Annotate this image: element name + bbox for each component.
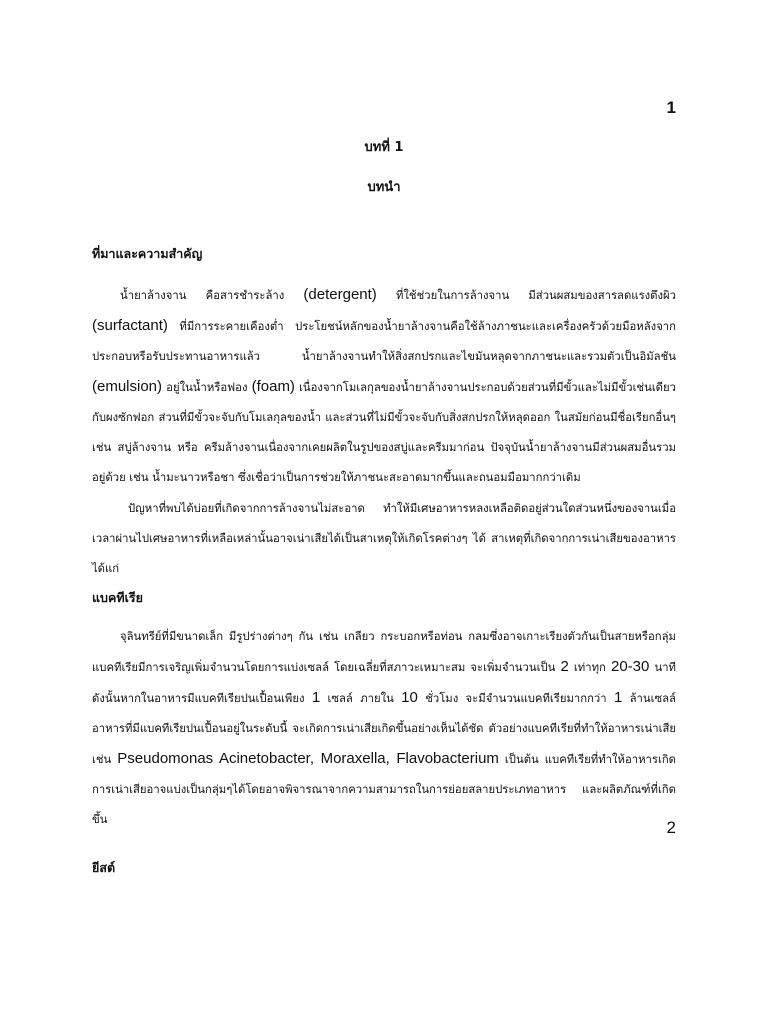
page-number: 2 — [666, 818, 676, 837]
text-run: น้ำยาล้างจาน คือสารชำระล้าง — [120, 289, 304, 302]
section-heading-yeast: ยีสต์ — [92, 860, 116, 875]
text-run: ที่มีการระคายเคืองต่ำ ประโยชน์หลักของน้ำยาล้างจานคือใช้ล้างภาชนะและเครื่องครัวด้วยมือหลังจากประกอบหรือรับประทานอาหารแล้ว น้ำยาล้างจานทำให้สิ่งสกปรกและไขมันหลุดจากภาชนะและรวมตัวเป็นอิมัลชัน — [92, 320, 676, 363]
chapter-title: บทนำ — [367, 180, 401, 195]
number-10: 10 — [401, 689, 418, 706]
text-run: เนื่องจากโมเลกุลของน้ำยาล้างจานประกอบด้วยส่วนที่มีขั้วและไม่มีขั้วเช่นเดียวกับผงซักฟอก ส่วนที่มีขั้วจะจับกับโมเลกุลของน้ำ และส่วนที่ไม่มีขั้วจะจับกับสิ่งสกปรกให้หลุดออก ในสมัยก่อนมีชื่อเรียกอื่นๆ เช่น สบู่ล้างจาน หรือ ครีมล้างจานเนื่องจากเคยผลิตในรูปของสบู่และครีมมาก่อน ปัจจุบันน้ำยาล้างจานมีส่วนผสมอื่นรวมอยู่ด้วย เช่น น้ำมะนาวหรือชา ซึ่งเชื่อว่าเป็นการช่วยให้ภาชนะสะอาดมากขึ้นและถนอมมือมากกว่าเดิม — [92, 381, 676, 484]
text-run: ล้านเซลล์ อาหารที่มีแบคทีเรียปนเปื้อนอยู่ในระดับนี้ จะเกิดการเน่าเสียเกิดขึ้นอย่างเห็นได้ชัด ตัวอย่างแบคทีเรียที่ทำให้อาหารเน่าเสีย เช่น — [92, 692, 676, 766]
text-run: อยู่ในน้ำหรือฟอง — [162, 381, 252, 394]
text-run: เป็นต้น แบคทีเรียที่ทำให้อาหารเกิดการเน่าเสียอาจแบ่งเป็นกลุ่มๆได้โดยอาจพิจารณาจากความสามารถในการย่อยสลายประเภทอาหาร และผลิตภัณฑ์ที่เกิดขึ้น — [92, 753, 676, 826]
term-surfactant: (surfactant) — [92, 317, 168, 334]
chapter-number: บทที่ 1 — [364, 140, 404, 155]
text-run: เท่าทุก — [568, 661, 611, 674]
number-2: 2 — [560, 658, 569, 675]
paragraph-detergent — [92, 280, 676, 493]
section-heading-bacteria: แบคทีเรีย — [92, 590, 143, 605]
text-run: ปัญหาที่พบได้บ่อยที่เกิดจากการล้างจานไม่สะอาด ทำให้มีเศษอาหารหลงเหลือติดอยู่ส่วนใดส่วนหนึ่งของจานเมื่อเวลาผ่านไปเศษอาหารที่เหลือเหล่านั้นอาจเน่าเสียได้เป็นสาเหตุให้เกิดโรคต่างๆ ได้ สาเหตุที่เกิดจากการเน่าเสียของอาหารได้แก่ — [92, 502, 676, 575]
term-detergent: (detergent) — [303, 286, 377, 303]
paragraph-bacteria — [92, 622, 676, 835]
number-1-million: 1 — [613, 689, 623, 706]
term-emulsion: (emulsion) — [92, 378, 163, 395]
text-run: ชั่วโมง จะมีจำนวนแบคทีเรียมากกว่า — [417, 692, 614, 705]
page-number: 1 — [666, 98, 676, 117]
text-run: ที่ใช้ช่วยในการล้างจาน มีส่วนผสมของสารลดแรงตึงผิว — [376, 289, 676, 302]
text-run: เซลล์ ภายใน — [320, 692, 402, 705]
text-run: จุลินทรีย์ที่มีขนาดเล็ก มีรูปร่างต่างๆ กัน เช่น เกลียว กระบอกหรือท่อน กลมซึ่งอาจเกาะเรียงตัวกันเป็นสายหรือกลุ่ม แบคทีเรียมีการเจริญเพิ่มจำนวนโดยการแบ่งเซลล์ โดยเฉลี่ยที่สภาวะเหมาะสม จะเพิ่มจำนวนเป็น — [92, 630, 676, 674]
term-foam: (foam) — [251, 378, 295, 395]
paragraph-problem — [92, 494, 676, 584]
number-20-30: 20-30 — [611, 658, 650, 675]
text-run: นาที ดังนั้นหากในอาหารมีแบคทีเรียปนเปื้อนเพียง — [92, 661, 677, 705]
section-heading-background: ที่มาและความสำคัญ — [92, 246, 203, 261]
number-1: 1 — [311, 689, 321, 706]
bacteria-names: Pseudomonas Acinetobacter, Moraxella, Flavobacterium — [117, 750, 499, 767]
